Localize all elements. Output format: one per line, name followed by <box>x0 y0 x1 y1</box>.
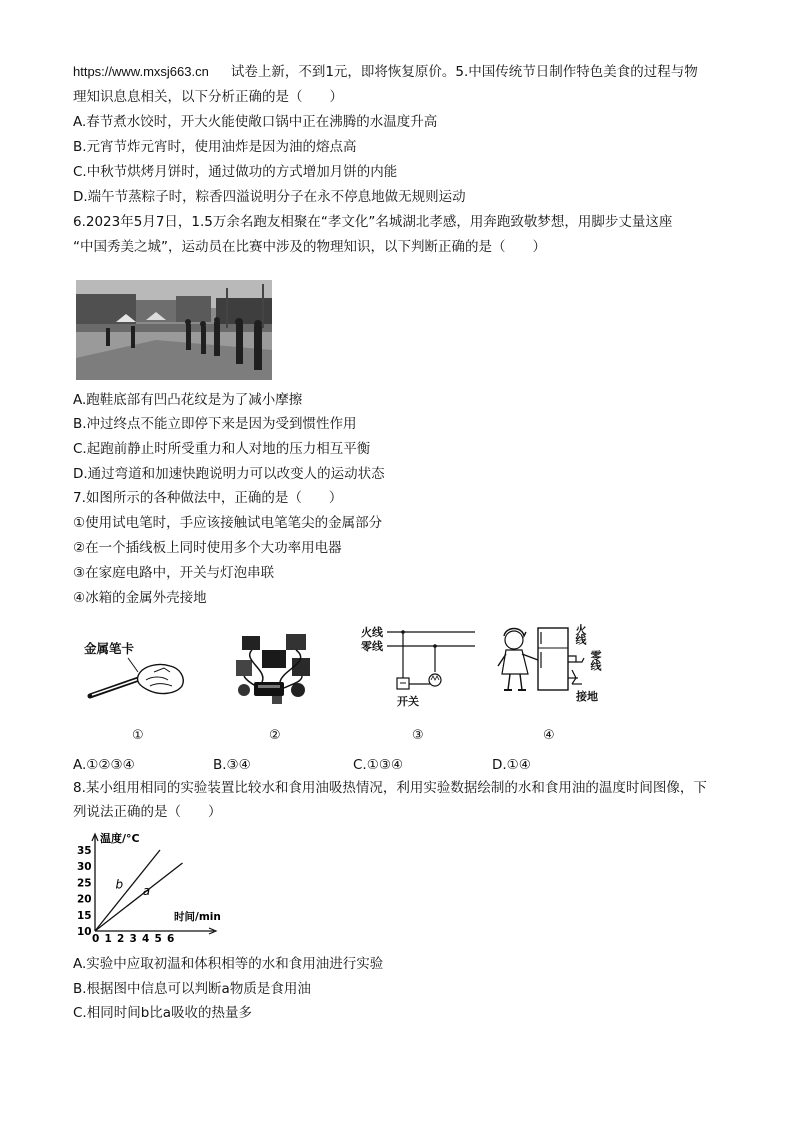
y-tick-label: 30 <box>77 861 92 874</box>
q7-option-c: C.①③④ <box>353 757 404 773</box>
circuit-drawing <box>355 622 480 710</box>
q6-option-d: D.通过弯道和加速快跑说明力可以改变人的运动状态 <box>73 466 385 482</box>
q5-option-c: C.中秋节烘烤月饼时，通过做功的方式增加月饼的内能 <box>73 164 398 180</box>
live-wire-label: 火线 <box>361 626 383 639</box>
figure-household-circuit <box>355 622 480 710</box>
x-tick-label: 5 <box>154 933 162 943</box>
series-label-b: b <box>115 877 124 892</box>
figure-fridge-ground <box>492 622 612 710</box>
q7-option-a: A.①②③④ <box>73 757 135 773</box>
x-tick-label: 3 <box>129 933 137 943</box>
q8-stem-line2: 列说法正确的是（ ） <box>73 804 222 820</box>
y-tick-label: 35 <box>77 845 92 857</box>
q5-option-a: A.春节煮水饺时，开大火能使敞口锅中正在沸腾的水温度升高 <box>73 114 438 130</box>
metal-clip-label: 金属笔卡 <box>84 641 135 656</box>
x-axis-label: 时间/min <box>174 911 221 923</box>
q8-option-c: C.相同时间b比a吸收的热量多 <box>73 1005 253 1021</box>
q5-option-d: D.端午节蒸粽子时，粽香四溢说明分子在永不停息地做无规则运动 <box>73 189 466 205</box>
y-axis-label: 温度/°C <box>100 832 140 845</box>
y-tick-label: 25 <box>77 877 92 890</box>
q8-stem-line1: 8.某小组用相同的实验装置比较水和食用油吸热情况，利用实验数据绘制的水和食用油的温度时间图像，下 <box>73 780 707 796</box>
x-tick-label: 1 <box>104 933 112 943</box>
q6-option-a: A.跑鞋底部有凹凸花纹是为了减小摩擦 <box>73 392 303 408</box>
q7-item-2: ②在一个插线板上同时使用多个大功率用电器 <box>73 540 342 556</box>
figure-test-pen <box>80 628 195 708</box>
fig-caption-4: ④ <box>543 728 555 743</box>
temperature-time-chart <box>74 828 224 943</box>
q5-line1 <box>73 63 698 81</box>
y-tick-label: 20 <box>77 893 92 906</box>
q7-item-3: ③在家庭电路中，开关与灯泡串联 <box>73 565 275 581</box>
y-tick-label: 10 <box>77 926 92 938</box>
q5-stem-part1: 试卷上新，不到1元，即将恢复原价。5.中国传统节日制作特色美食的过程与物 <box>230 64 698 80</box>
q7-option-d: D.①④ <box>492 757 531 773</box>
series-label-a: a <box>142 883 151 898</box>
q5-option-b: B.元宵节炸元宵时，使用油炸是因为油的熔点高 <box>73 139 357 155</box>
q6-stem-line1: 6.2023年5月7日，1.5万余名跑友相聚在“孝文化”名城湖北孝感，用奔跑致敬梦想，用脚步丈量这座 <box>73 214 673 230</box>
q7-item-4: ④冰箱的金属外壳接地 <box>73 590 207 606</box>
q7-option-b: B.③④ <box>213 757 251 773</box>
q6-option-b: B.冲过终点不能立即停下来是因为受到惯性作用 <box>73 416 357 432</box>
q7-item-1: ①使用试电笔时，手应该接触试电笔笔尖的金属部分 <box>73 515 383 531</box>
fig-caption-3: ③ <box>412 728 424 743</box>
q5-stem-part2: 理知识息息相关，以下分析正确的是（ ） <box>73 89 343 105</box>
source-url[interactable]: https://www.mxsj663.cn <box>73 64 209 79</box>
x-tick-label: 0 <box>92 933 100 943</box>
q6-option-c: C.起跑前静止时所受重力和人对地的压力相互平衡 <box>73 441 371 457</box>
q8-option-b: B.根据图中信息可以判断a物质是食用油 <box>73 981 311 997</box>
y-tick-label: 15 <box>77 909 92 922</box>
fig-caption-1: ① <box>132 728 144 743</box>
x-tick-label: 6 <box>167 933 175 943</box>
q7-stem: 7.如图所示的各种做法中，正确的是（ ） <box>73 490 343 506</box>
fridge-neutral-label: 零线 <box>589 650 602 670</box>
marathon-photo <box>76 280 272 380</box>
fridge-drawing <box>492 622 612 710</box>
q6-stem-line2: “中国秀美之城”，运动员在比赛中涉及的物理知识，以下判断正确的是（ ） <box>73 239 546 255</box>
series-line-b <box>95 850 160 931</box>
q8-option-a: A.实验中应取初温和体积相等的水和食用油进行实验 <box>73 956 384 972</box>
x-tick-label: 2 <box>117 933 125 943</box>
switch-label: 开关 <box>397 695 419 708</box>
ground-label: 接地 <box>576 690 598 703</box>
neutral-wire-label: 零线 <box>361 640 383 653</box>
fridge-live-label: 火线 <box>574 624 587 644</box>
x-tick-label: 4 <box>142 933 150 943</box>
test-pen-drawing <box>80 628 195 708</box>
fig-caption-2: ② <box>269 728 281 743</box>
figure-power-strip <box>232 630 322 708</box>
series-line-a <box>95 863 183 931</box>
